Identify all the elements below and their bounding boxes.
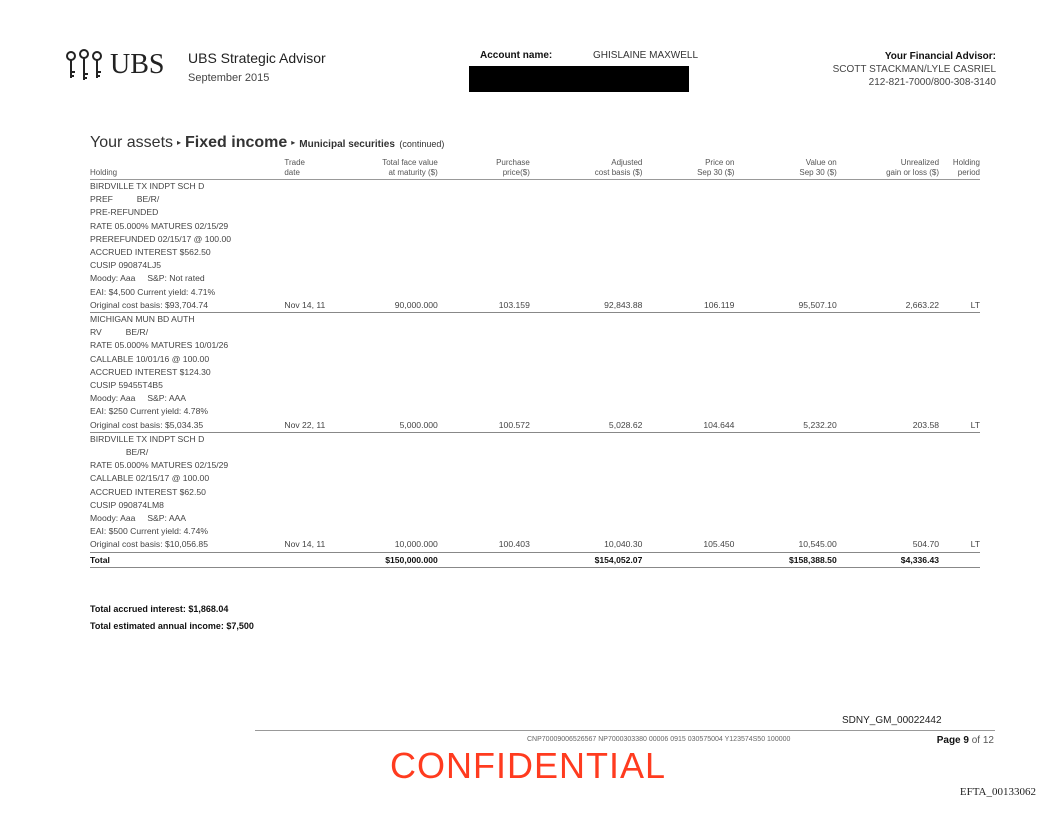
holding-detail-row xyxy=(90,180,980,194)
holding-detail-line: CUSIP 090874LJ5 xyxy=(90,260,162,271)
holding-detail-row xyxy=(90,313,980,327)
col-header-adjusted-cost: Adjusted cost basis ($) xyxy=(530,158,643,180)
table-header-row xyxy=(90,158,980,180)
breadcrumb-municipal: Municipal securities xyxy=(299,139,395,150)
cell-face-value: 10,000.000 xyxy=(346,538,438,552)
holding-detail-row xyxy=(90,472,980,485)
holding-detail-row xyxy=(90,326,980,339)
cell-unrealized: 2,663.22 xyxy=(837,299,939,313)
cell-price-sep30: 105.450 xyxy=(642,538,734,552)
col-header-face-value: Total face value at maturity ($) xyxy=(346,158,438,180)
page-label: Page xyxy=(936,735,961,746)
holding-detail-row xyxy=(90,206,980,219)
holding-detail-row xyxy=(90,512,980,525)
holding-detail-row xyxy=(90,499,980,512)
holding-detail-line: CALLABLE 02/15/17 @ 100.00 xyxy=(90,473,210,484)
holding-detail-row xyxy=(90,405,980,418)
cell-adjusted-cost: 5,028.62 xyxy=(530,419,643,433)
col-header-value-sep30: Value on Sep 30 ($) xyxy=(734,158,836,180)
cell-purchase-price: 103.159 xyxy=(438,299,530,313)
footer-divider xyxy=(255,730,995,731)
holding-detail-line: RATE 05.000% MATURES 10/01/26 xyxy=(90,340,229,351)
page-current: 9 xyxy=(963,735,969,746)
advisor-label: Your Financial Advisor: xyxy=(884,51,996,62)
holding-detail-line: CALLABLE 10/01/16 @ 100.00 xyxy=(90,353,210,364)
holding-detail-row xyxy=(90,392,980,405)
holding-detail-line: Moody: Aaa S&P: Not rated xyxy=(90,273,205,284)
holding-detail-row xyxy=(90,446,980,459)
holding-detail-row xyxy=(90,286,980,299)
col-header-holding-period: Holding period xyxy=(939,158,980,180)
holding-detail-row xyxy=(90,220,980,233)
holding-detail-row xyxy=(90,459,980,472)
page-total: 12 xyxy=(982,735,994,746)
holding-detail-line: EAI: $250 Current yield: 4.78% xyxy=(90,406,208,417)
holding-detail-line: Moody: Aaa S&P: AAA xyxy=(90,393,187,404)
holding-detail-row xyxy=(90,366,980,379)
report-date: September 2015 xyxy=(188,72,270,84)
original-cost-basis: Original cost basis: $93,704.74 xyxy=(90,299,284,313)
holding-detail-line: ACCRUED INTEREST $124.30 xyxy=(90,366,211,377)
total-unrealized: $4,336.43 xyxy=(837,552,939,567)
total-adjusted-cost: $154,052.07 xyxy=(530,552,643,567)
advisor-phone: 212-821-7000/800-308-3140 xyxy=(868,77,996,88)
holding-detail-row xyxy=(90,525,980,538)
holding-detail-row xyxy=(90,193,980,206)
cell-value-sep30: 10,545.00 xyxy=(734,538,836,552)
holding-detail-line: CUSIP 090874LM8 xyxy=(90,499,164,510)
cell-face-value: 90,000.000 xyxy=(346,299,438,313)
holding-detail-row xyxy=(90,379,980,392)
holding-detail-line: ACCRUED INTEREST $62.50 xyxy=(90,486,206,497)
efta-number: EFTA_00133062 xyxy=(959,786,1036,798)
breadcrumb-arrow-icon: ▸ xyxy=(177,138,182,148)
holding-detail-row xyxy=(90,353,980,366)
holding-detail-line: EAI: $4,500 Current yield: 4.71% xyxy=(90,286,216,297)
total-value-sep30: $158,388.50 xyxy=(734,552,836,567)
cell-holding-period: LT xyxy=(939,299,980,313)
holding-detail-line: RATE 05.000% MATURES 02/15/29 xyxy=(90,460,229,471)
cell-adjusted-cost: 92,843.88 xyxy=(530,299,643,313)
holding-detail-line: PRE-REFUNDED xyxy=(90,207,159,218)
breadcrumb xyxy=(90,134,444,152)
cell-purchase-price: 100.572 xyxy=(438,419,530,433)
holding-detail-line: PREREFUNDED 02/15/17 @ 100.00 xyxy=(90,233,232,244)
table-row xyxy=(90,419,980,433)
holding-detail-row xyxy=(90,272,980,285)
holding-detail-row xyxy=(90,339,980,352)
cell-trade-date: Nov 14, 11 xyxy=(284,538,345,552)
footer-code: CNP70009006526567 NP7000303380 00006 0915 030575004 Y123574S50 100000 xyxy=(527,736,791,743)
cell-adjusted-cost: 10,040.30 xyxy=(530,538,643,552)
ubs-logo xyxy=(62,48,164,82)
cell-unrealized: 504.70 xyxy=(837,538,939,552)
table-row xyxy=(90,538,980,552)
holding-detail-row xyxy=(90,259,980,272)
breadcrumb-root: Your assets xyxy=(90,134,174,151)
holding-detail-line: RV BE/R/ xyxy=(90,327,149,338)
cell-price-sep30: 104.644 xyxy=(642,419,734,433)
confidential-stamp: CONFIDENTIAL xyxy=(390,745,667,786)
col-header-trade-date: Trade date xyxy=(284,158,345,180)
total-row xyxy=(90,552,980,567)
holding-detail-row xyxy=(90,486,980,499)
holding-detail-line: EAI: $500 Current yield: 4.74% xyxy=(90,526,208,537)
col-header-purchase-price: Purchase price($) xyxy=(438,158,530,180)
holding-detail-row xyxy=(90,432,980,446)
cell-holding-period: LT xyxy=(939,419,980,433)
page-number xyxy=(937,735,994,746)
account-name-label: Account name: xyxy=(480,50,553,61)
holding-detail-row xyxy=(90,246,980,259)
breadcrumb-continued: (continued) xyxy=(399,139,445,149)
cell-holding-period: LT xyxy=(939,538,980,552)
col-header-price-sep30: Price on Sep 30 ($) xyxy=(642,158,734,180)
breadcrumb-arrow-icon: ▸ xyxy=(291,138,296,148)
total-accrued-interest: Total accrued interest: $1,868.04 xyxy=(90,604,229,614)
holding-detail-line: BE/R/ xyxy=(90,447,149,458)
ubs-keys-icon xyxy=(62,48,106,82)
total-face-value: $150,000.000 xyxy=(346,552,438,567)
cell-value-sep30: 95,507.10 xyxy=(734,299,836,313)
table-row xyxy=(90,299,980,313)
holding-detail-line: CUSIP 59455T4B5 xyxy=(90,380,163,391)
total-estimated-annual-income: Total estimated annual income: $7,500 xyxy=(90,621,254,631)
cell-unrealized: 203.58 xyxy=(837,419,939,433)
brand-name: UBS xyxy=(110,49,165,80)
redaction-bar xyxy=(469,66,689,92)
account-name-value: GHISLAINE MAXWELL xyxy=(593,50,699,61)
breadcrumb-fixed-income: Fixed income xyxy=(185,134,288,151)
cell-value-sep30: 5,232.20 xyxy=(734,419,836,433)
original-cost-basis: Original cost basis: $10,056.85 xyxy=(90,538,284,552)
col-header-unrealized: Unrealized gain or loss ($) xyxy=(837,158,939,180)
cell-trade-date: Nov 14, 11 xyxy=(284,299,345,313)
cell-trade-date: Nov 22, 11 xyxy=(284,419,345,433)
cell-price-sep30: 106.119 xyxy=(642,299,734,313)
page-of: of xyxy=(971,735,981,746)
holding-detail-line: RATE 05.000% MATURES 02/15/29 xyxy=(90,220,229,231)
holding-detail-line: MICHIGAN MUN BD AUTH xyxy=(90,314,195,325)
col-header-holding: Holding xyxy=(90,158,284,180)
holding-detail-line: Moody: Aaa S&P: AAA xyxy=(90,513,187,524)
total-label: Total xyxy=(90,552,284,567)
original-cost-basis: Original cost basis: $5,034.35 xyxy=(90,419,284,433)
holding-detail-line: PREF BE/R/ xyxy=(90,194,160,205)
cell-purchase-price: 100.403 xyxy=(438,538,530,552)
financial-advisor-block xyxy=(833,50,996,89)
report-title: UBS Strategic Advisor xyxy=(188,50,326,66)
holding-detail-row xyxy=(90,233,980,246)
holding-detail-line: ACCRUED INTEREST $562.50 xyxy=(90,247,211,258)
holding-detail-line: BIRDVILLE TX INDPT SCH D xyxy=(90,433,205,444)
holdings-table xyxy=(90,158,980,568)
advisor-names: SCOTT STACKMAN/LYLE CASRIEL xyxy=(832,64,996,75)
holding-detail-line: BIRDVILLE TX INDPT SCH D xyxy=(90,181,205,191)
bates-number: SDNY_GM_00022442 xyxy=(842,715,942,726)
cell-face-value: 5,000.000 xyxy=(346,419,438,433)
